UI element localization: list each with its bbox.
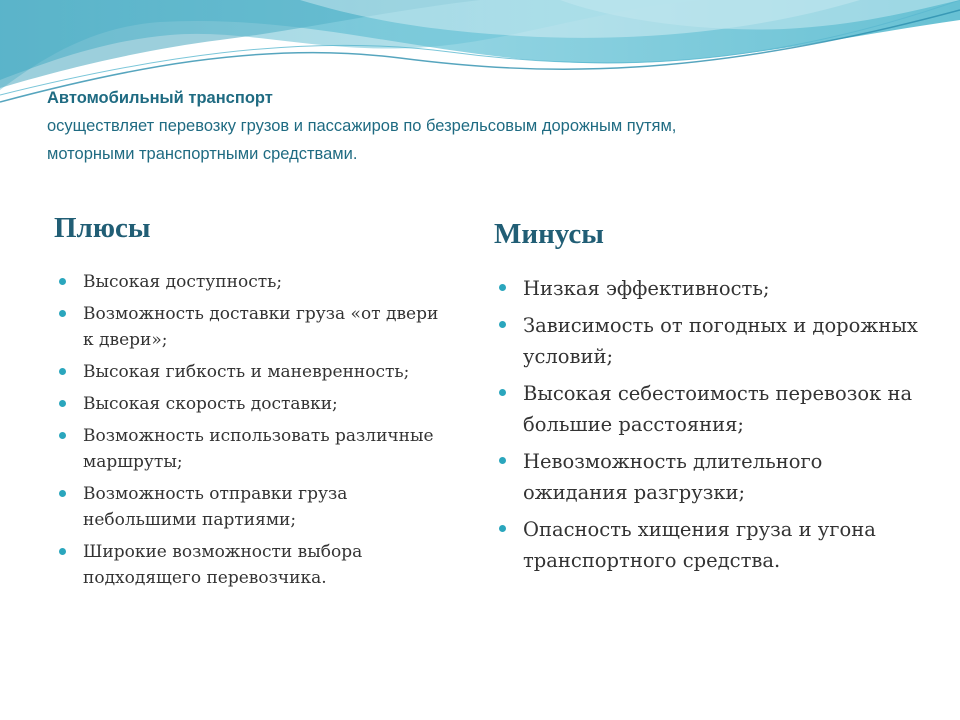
slide-title xyxy=(47,84,927,168)
title-definition-line-2: моторными транспортными средствами. xyxy=(47,145,358,163)
bullet-icon xyxy=(59,368,66,375)
pros-list xyxy=(54,269,454,591)
bullet-icon xyxy=(499,525,506,532)
bullet-icon xyxy=(499,457,506,464)
bullet-icon xyxy=(499,389,506,396)
list-item: Опасность хищения груза и угона транспортного средства. xyxy=(494,514,924,576)
list-item: Возможность использовать различные маршруты; xyxy=(54,423,454,475)
bullet-icon xyxy=(499,321,506,328)
cons-list xyxy=(494,273,924,576)
bullet-icon xyxy=(499,284,506,291)
bullet-icon xyxy=(59,310,66,317)
list-item: Низкая эффективность; xyxy=(494,273,924,304)
title-definition-line-1: осуществляет перевозку грузов и пассажиров по безрельсовым дорожным путям, xyxy=(47,117,677,135)
bullet-icon xyxy=(59,548,66,555)
bullet-icon xyxy=(59,432,66,439)
pros-heading: Плюсы xyxy=(54,212,151,244)
title-main: Автомобильный транспорт xyxy=(47,89,273,107)
list-item: Высокая доступность; xyxy=(54,269,454,295)
cons-heading: Минусы xyxy=(494,218,604,250)
cons-column xyxy=(494,212,924,582)
list-item: Зависимость от погодных и дорожных условий; xyxy=(494,310,924,372)
list-item: Широкие возможности выбора подходящего перевозчика. xyxy=(54,539,454,591)
bullet-icon xyxy=(59,278,66,285)
list-item: Возможность доставки груза «от двери к двери»; xyxy=(54,301,454,353)
list-item: Возможность отправки груза небольшими партиями; xyxy=(54,481,454,533)
list-item: Высокая гибкость и маневренность; xyxy=(54,359,454,385)
bullet-icon xyxy=(59,400,66,407)
list-item: Невозможность длительного ожидания разгрузки; xyxy=(494,446,924,508)
pros-column xyxy=(54,212,454,597)
list-item: Высокая себестоимость перевозок на большие расстояния; xyxy=(494,378,924,440)
list-item: Высокая скорость доставки; xyxy=(54,391,454,417)
bullet-icon xyxy=(59,490,66,497)
